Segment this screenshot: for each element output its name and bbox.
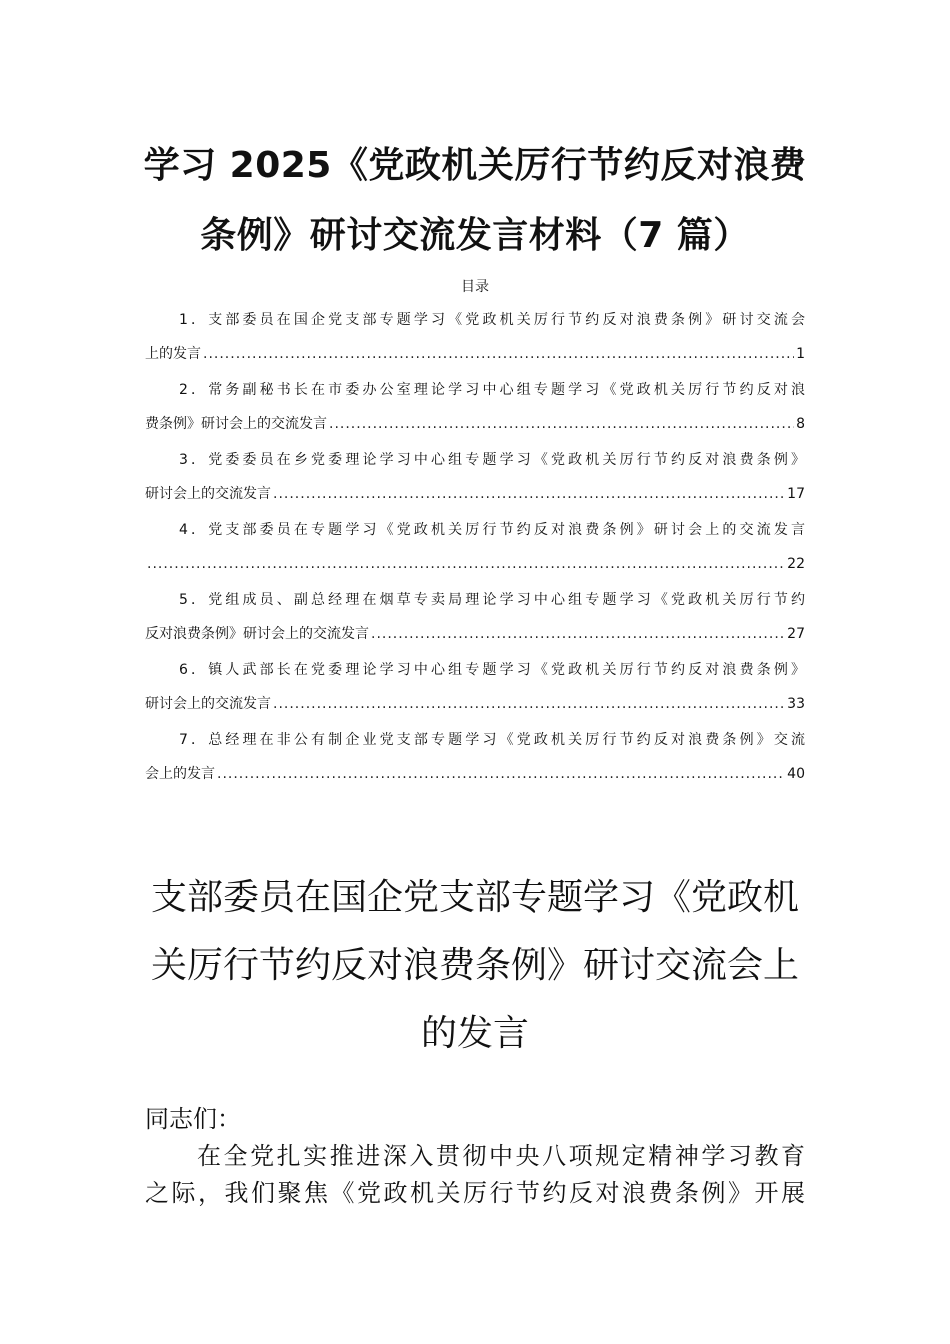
toc-leader-dots [371,623,785,645]
toc-item-text: 2．常务副秘书长在市委办公室理论学习中心组专题学习《党政机关厉行节约反对浪 [179,382,805,398]
toc-page-number: 1 [796,346,805,362]
toc-item-text-continued: 费条例》研讨会上的交流发言 [145,416,327,432]
toc-leader-dots [273,693,785,715]
toc-leader-dots [329,413,794,435]
body-paragraph-line-1: 在全党扎实推进深入贯彻中央八项规定精神学习教育 [197,1142,805,1170]
toc-page-number: 8 [796,416,805,432]
toc-item-text-continued: 上的发言 [145,346,201,362]
toc-item-text-continued: 会上的发言 [145,766,215,782]
toc-leader-dots [273,483,785,505]
toc-heading: 目录 [461,279,489,295]
section-title-line-1: 支部委员在国企党支部专题学习《党政机 [150,877,799,918]
toc-item-text: 5．党组成员、副总经理在烟草专卖局理论学习中心组专题学习《党政机关厉行节约 [179,592,805,608]
toc-leader-dots [147,553,785,575]
toc-item-6[interactable] [145,655,805,725]
toc-item-5[interactable] [145,585,805,655]
toc-item-text: 7．总经理在非公有制企业党支部专题学习《党政机关厉行节约反对浪费条例》交流 [179,732,805,748]
document-title-line-2: 条例》研讨交流发言材料（7 篇） [200,215,750,256]
toc-page-number: 40 [787,766,805,782]
table-of-contents [145,305,805,795]
section-title-line-3: 的发言 [420,1013,529,1054]
toc-page-number: 17 [787,486,805,502]
toc-item-4[interactable] [145,515,805,585]
toc-item-text: 4．党支部委员在专题学习《党政机关厉行节约反对浪费条例》研讨会上的交流发言 [179,522,805,538]
toc-leader-dots [217,763,785,785]
section-title-line-2: 关厉行节约反对浪费条例》研讨交流会上 [150,945,799,986]
toc-item-text-continued: 反对浪费条例》研讨会上的交流发言 [145,626,369,642]
toc-item-text: 3．党委委员在乡党委理论学习中心组专题学习《党政机关厉行节约反对浪费条例》 [179,452,805,468]
toc-item-text-continued: 研讨会上的交流发言 [145,486,271,502]
toc-page-number: 27 [787,626,805,642]
toc-item-text: 1．支部委员在国企党支部专题学习《党政机关厉行节约反对浪费条例》研讨交流会 [179,312,805,328]
document-title-line-1: 学习 2025《党政机关厉行节约反对浪费 [143,145,807,186]
toc-item-1[interactable] [145,305,805,375]
toc-item-2[interactable] [145,375,805,445]
toc-item-7[interactable] [145,725,805,795]
toc-item-3[interactable] [145,445,805,515]
toc-page-number: 22 [787,556,805,572]
toc-leader-dots [203,343,794,365]
body-paragraph-line-2: 之际，我们聚焦《党政机关厉行节约反对浪费条例》开展 [145,1179,805,1207]
toc-item-text-continued: 研讨会上的交流发言 [145,696,271,712]
salutation: 同志们： [145,1105,241,1133]
toc-page-number: 33 [787,696,805,712]
toc-item-text: 6．镇人武部长在党委理论学习中心组专题学习《党政机关厉行节约反对浪费条例》 [179,662,805,678]
